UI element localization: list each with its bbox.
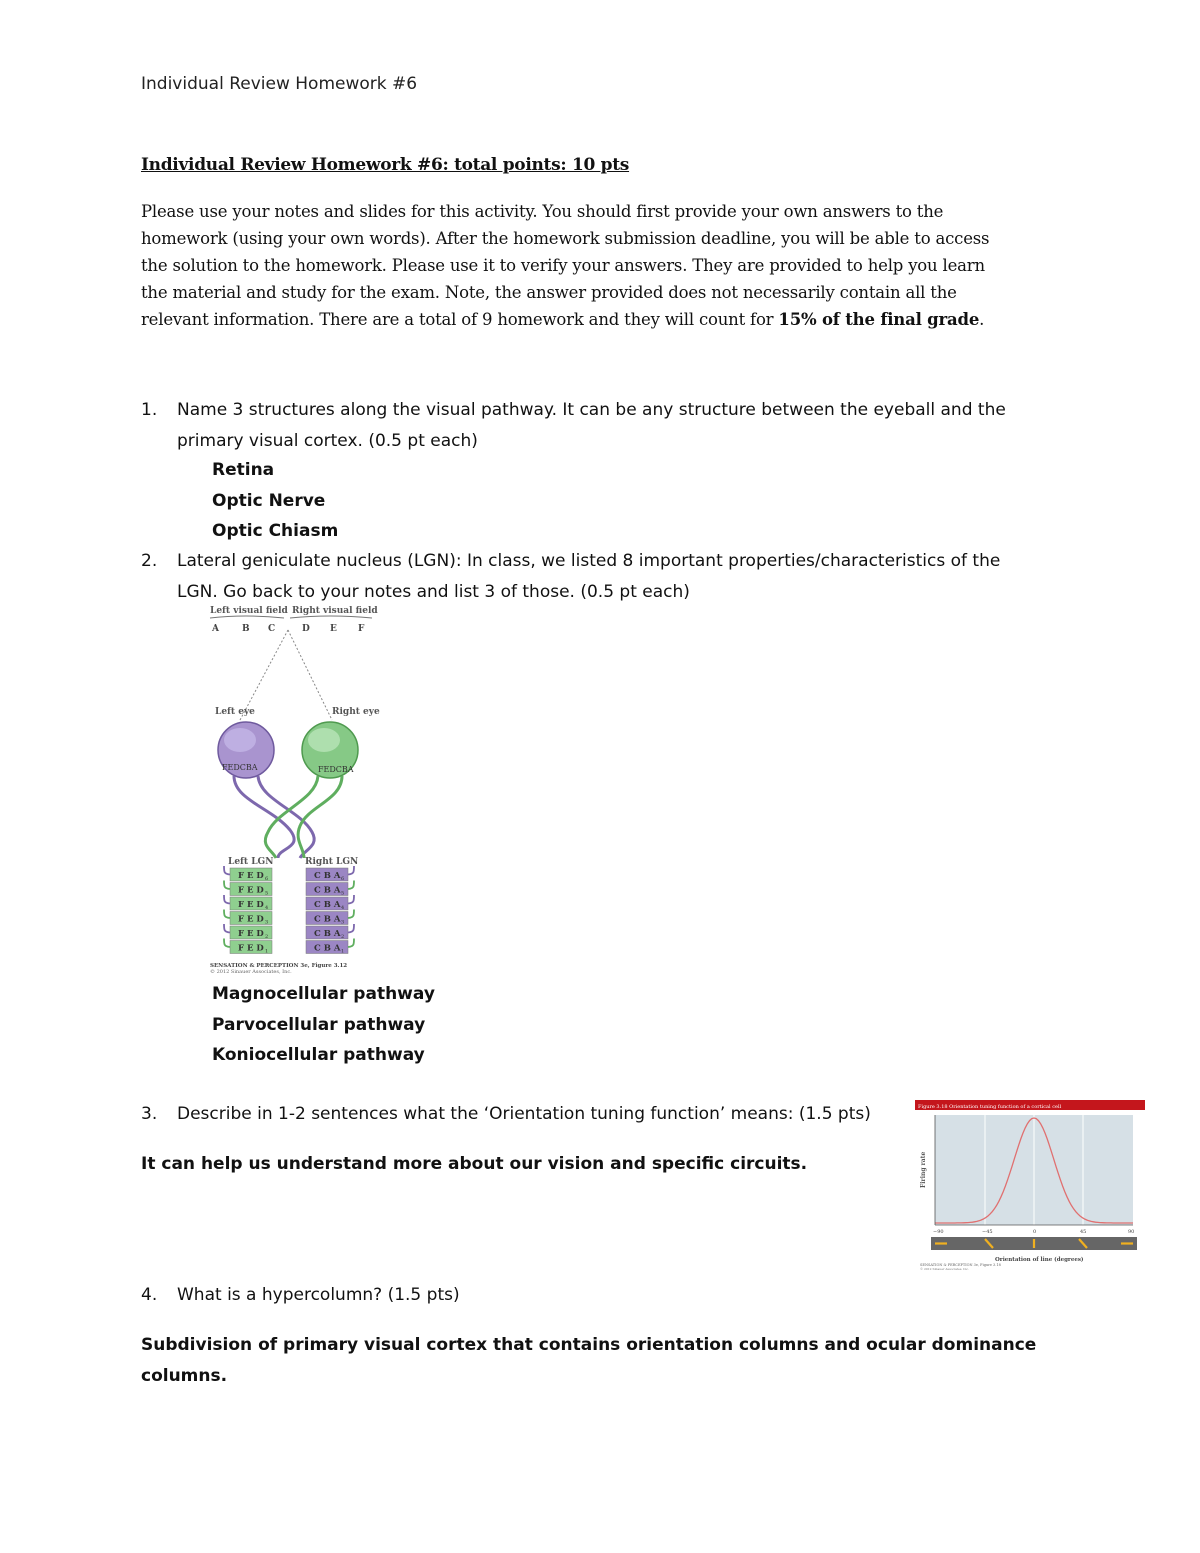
final-grade-highlight: 15% of the final grade [778,310,980,329]
lgn-layer-number: 1 [341,948,345,955]
answer-4 [141,1330,1036,1392]
question-4 [141,1280,460,1311]
tuning-x-tick: 0 [1033,1229,1037,1235]
lgn-input-fiber [224,924,230,933]
lgn-input-fiber [348,910,354,919]
right-visual-field-label: Right visual field [292,606,378,616]
answer-item: Retina [212,460,275,480]
answer-item: Parvocellular pathway [212,1014,426,1035]
lgn-layer-letters: C B A [314,885,341,896]
lgn-layer-number: 4 [341,905,345,911]
tuning-x-tick: 45 [1080,1229,1087,1235]
tuning-x-tick: 90 [1128,1229,1135,1235]
lgn-layer-letters: F E D [238,943,264,954]
orientation-tuning-figure [915,1100,1145,1270]
right-field-bracket [290,616,372,618]
field-letter: D [302,624,310,634]
lgn-layer-letters: C B A [314,900,341,910]
lgn-input-fiber [348,924,354,933]
lgn-layer-number: 6 [265,876,269,882]
answer-1-list [212,455,338,547]
left-eye-label: Left eye [215,707,255,717]
lgn-layer-letters: F E D [238,914,264,925]
right-retina-letters: FEDCBA [318,765,354,774]
left-lgn-label: Left LGN [228,857,274,867]
answer-item: Magnocellular pathway [212,984,435,1004]
right-eye-highlight [308,728,340,752]
lgn-figure-copyright: © 2012 Sinauer Associates, Inc. [210,969,292,975]
question-number: 2. [141,551,158,571]
assignment-title: Individual Review Homework #6: total points: 10 pts [141,155,630,175]
intro-paragraph [141,198,1041,333]
lgn-layer-number: 5 [265,890,269,897]
field-letter: A [212,624,219,634]
left-retina-letters: FEDCBA [222,763,258,772]
lgn-input-fiber [348,895,354,904]
right-lgn-layers [306,866,354,955]
lgn-layer-number: 6 [341,876,345,882]
lgn-input-fiber [348,939,354,948]
question-number: 1. [141,400,158,420]
lgn-layer-letters: C B A [314,929,341,939]
lgn-layer-number: 2 [265,934,269,940]
intro-line: the material and study for the exam. Note, the answer provided does not necessarily contain all the [141,283,957,302]
question-number: 3. [141,1104,158,1124]
lgn-layer-number: 5 [341,890,345,897]
left-visual-field-label: Left visual field [210,606,288,616]
page-header: Individual Review Homework #6 [141,74,418,94]
question-text-line: What is a hypercolumn? (1.5 pts) [177,1285,460,1305]
lgn-layer-letters: F E D [238,871,264,881]
field-letter: C [268,624,276,634]
question-3 [141,1099,871,1130]
right-eye-label: Right eye [332,707,380,717]
lgn-input-fiber [224,866,230,875]
intro-line: Please use your notes and slides for this activity. You should first provide your own answers to the [141,202,944,221]
tuning-x-tick: −45 [982,1229,993,1235]
lgn-layer-number: 2 [341,934,345,940]
lgn-input-fiber [348,881,354,890]
intro-line: the solution to the homework. Please use it to verify your answers. They are provided to help you learn [141,256,985,275]
lgn-layer-letters: C B A [314,914,341,925]
answer-3: It can help us understand more about our vision and specific circuits. [141,1154,808,1174]
question-text-line: Lateral geniculate nucleus (LGN): In class, we listed 8 important properties/characteristics of the [177,551,1001,571]
question-text-line: Describe in 1-2 sentences what the ‘Orientation tuning function’ means: (1.5 pts) [177,1104,871,1124]
question-text-line: LGN. Go back to your notes and list 3 of those. (0.5 pt each) [177,582,690,602]
lgn-layer-letters: C B A [314,871,341,881]
lgn-layer-letters: F E D [238,900,264,910]
tuning-y-label: Firing rate [920,1151,927,1188]
lgn-layer-number: 3 [341,919,345,926]
field-letter: E [330,624,337,634]
left-eye-highlight [224,728,256,752]
tuning-x-label: Orientation of line (degrees) [995,1257,1084,1263]
lgn-figure-caption: SENSATION & PERCEPTION 3e, Figure 3.12 [210,963,348,969]
right-lgn-label: Right LGN [305,857,359,867]
question-text-line: primary visual cortex. (0.5 pt each) [177,431,478,451]
field-letter: B [242,624,250,634]
answer-line: Subdivision of primary visual cortex that contains orientation columns and ocular dominance [141,1335,1037,1355]
lgn-input-fiber [224,881,230,890]
question-2 [141,546,1001,608]
tuning-figure-header: Figure 3.18 Orientation tuning function of a cortical cell [918,1104,1062,1110]
lgn-layer-letters: F E D [238,885,264,896]
lgn-input-fiber [348,866,354,875]
left-field-bracket [210,616,284,618]
question-1 [141,395,1006,457]
left-lgn-layers [224,866,272,955]
tuning-figure-copyright: © 2012 Sinauer Associates, Inc. [920,1267,970,1270]
intro-last-line [141,306,1041,333]
lgn-input-fiber [224,910,230,919]
intro-line: homework (using your own words). After the homework submission deadline, you will be able to access [141,229,990,248]
lgn-layer-letters: C B A [314,943,341,954]
answer-line: columns. [141,1366,228,1386]
lgn-layer-number: 1 [265,948,269,955]
lgn-layer-number: 3 [265,919,269,926]
intro-last-suffix: . [979,310,985,329]
lgn-layer-number: 4 [265,905,269,911]
intro-last-prefix: relevant information. There are a total of 9 homework and they will count for [141,310,779,329]
tuning-figure-caption: SENSATION & PERCEPTION 3e, Figure 3.18 [920,1263,1001,1267]
answer-item: Optic Nerve [212,490,326,511]
right-optic-nerve-temporal [298,776,342,858]
lgn-layer-letters: F E D [238,929,264,939]
tuning-x-tick: −90 [933,1229,944,1235]
answer-item: Optic Chiasm [212,521,339,541]
field-letter: F [358,624,365,634]
lgn-pathway-figure [200,600,380,978]
lgn-input-fiber [224,895,230,904]
question-text-line: Name 3 structures along the visual pathway. It can be any structure between the eyeball and the [177,400,1006,420]
lgn-input-fiber [224,939,230,948]
question-number: 4. [141,1285,158,1305]
answer-2-list [212,979,435,1071]
answer-item: Koniocellular pathway [212,1045,425,1065]
